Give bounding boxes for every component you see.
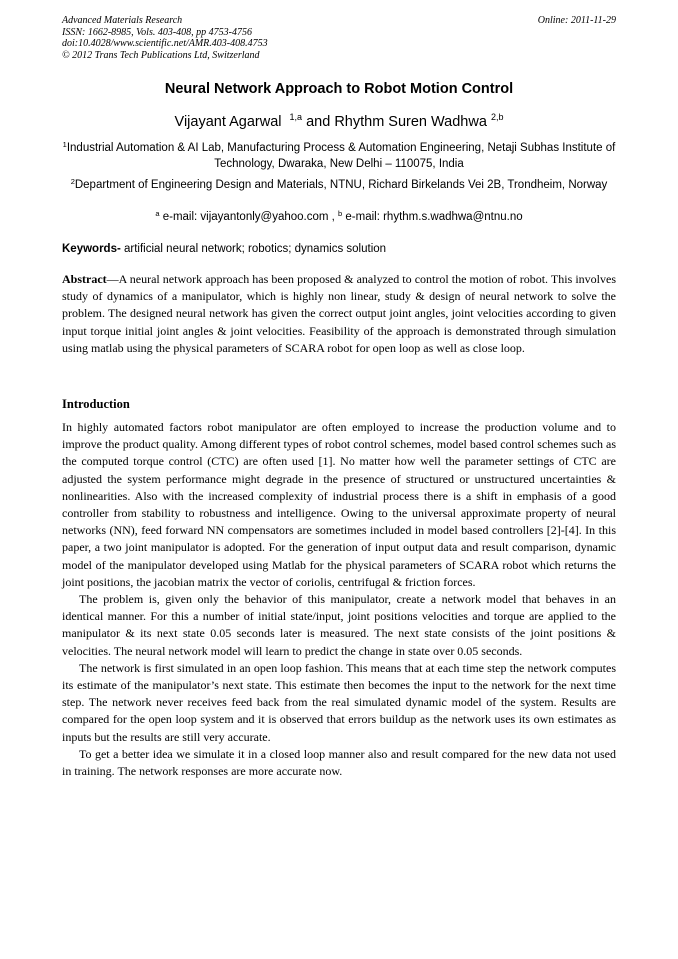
intro-paragraph: In highly automated factors robot manipulator are often employed to increase the production volume and to improve the product quality. Among different types of robot control schemes, model based control schemes such as the computed torque control (CTC) are often used [1]. No matter how well the parameter settings of CTC are adjusted the system performance might degrade in the presence of structured or unstructured uncertainties & nonlinearities. Also with the increased complexity of industrial process there is a shift in emphasis of a good controller from stability to robustness and intelligence. Owing to the universal approximate property of neural networks (NN), feed forward NN compensators are sometimes included in model based controllers [2]-[4]. In this paper, a two joint manipulator is adopted. For the generation of input output data and result comparison, dynamic model of the manipulator developed using Matlab for the physical parameters of SCARA robot which returns the joint positions, the jacobian matrix the vector of coriolis, centrifugal & friction forces. bbox=[62, 420, 616, 589]
keywords-label: Keywords- bbox=[62, 243, 121, 255]
introduction-body bbox=[62, 419, 616, 780]
intro-paragraph: To get a better idea we simulate it in a closed loop manner also and result compared for the new data not used in training. The network responses are more accurate now. bbox=[62, 746, 616, 779]
journal-name: Advanced Materials Research bbox=[62, 15, 183, 26]
keywords-text: artificial neural network; robotics; dynamics solution bbox=[120, 243, 387, 255]
doi-line: doi:10.4028/www.scientific.net/AMR.403-408.4753 bbox=[62, 38, 268, 49]
author-1-affil-mark: 1,a bbox=[289, 112, 303, 122]
email-b-mark: b bbox=[338, 209, 343, 218]
intro-paragraph: The network is first simulated in an open loop fashion. This means that at each time step the network computes its estimate of the manipulator’s next state. This estimate then becomes the input to the network for the next time step. The network never receives feed back from the real simulated dynamic model of the system. Results are compared for the open loop system and it is observed that errors buildup as the network uses its own estimates as inputs but the results are still very accurate. bbox=[62, 660, 616, 744]
author-2: Rhythm Suren Wadhwa bbox=[334, 114, 487, 130]
online-date: Online: 2011-11-29 bbox=[537, 15, 616, 26]
introduction-heading: Introduction bbox=[62, 397, 130, 411]
author-2-affil-mark: 2,b bbox=[490, 112, 504, 122]
issn-line: ISSN: 1662-8985, Vols. 403-408, pp 4753-4756 bbox=[62, 26, 252, 38]
affiliation-2 bbox=[62, 174, 616, 194]
affiliation-2-text: Department of Engineering Design and Materials, NTNU, Richard Birkelands Vei 2B, Trondheim, Norway bbox=[74, 179, 608, 191]
affiliation-1-mark: 1 bbox=[62, 140, 67, 149]
abstract-text: —A neural network approach has been proposed & analyzed to control the motion of robot. This involves study of dynamics of a manipulator, which is highly non linear, study & design of neural network to solve the problem. The designed neural network has given the correct output joint angles, joint velocities according to given input torque initial joint angles & joint velocities. Feasibility of the approach is demonstrated through simulation using matlab using the physical parameters of SCARA robot for open loop as well as close loop. bbox=[62, 272, 616, 355]
keywords bbox=[62, 243, 616, 255]
author-line bbox=[0, 112, 678, 130]
email-b: e-mail: rhythm.s.wadhwa@ntnu.no bbox=[342, 211, 523, 223]
abstract-label: Abstract bbox=[62, 272, 107, 286]
email-a-mark: a bbox=[155, 209, 160, 218]
author-1: Vijayant Agarwal bbox=[174, 114, 282, 130]
affiliation-1-text: Industrial Automation & AI Lab, Manufacturing Process & Automation Engineering, Netaji Subhas Institute of Technology, Dwaraka, New Delhi – 110075, India bbox=[66, 142, 616, 170]
email-a: e-mail: vijayantonly@yahoo.com , bbox=[159, 211, 339, 223]
intro-paragraph: The problem is, given only the behavior of this manipulator, create a network model that behaves in an identical manner. For this a number of initial state/input, joint positions velocities and torque are applied to the manipulator & its next state 0.05 seconds later is measured. The next state consists of the joint positions & velocities. The neural network model will learn to predict the change in state over 0.05 seconds. bbox=[62, 592, 616, 658]
journal-header bbox=[62, 15, 616, 61]
abstract bbox=[62, 271, 616, 357]
affiliation-2-mark: 2 bbox=[70, 177, 75, 186]
paper-title: Neural Network Approach to Robot Motion Control bbox=[164, 81, 514, 97]
author-joiner: and bbox=[302, 114, 335, 130]
email-line bbox=[62, 209, 616, 223]
affiliation-1 bbox=[62, 137, 616, 172]
copyright-line: © 2012 Trans Tech Publications Ltd, Switzerland bbox=[62, 49, 260, 61]
